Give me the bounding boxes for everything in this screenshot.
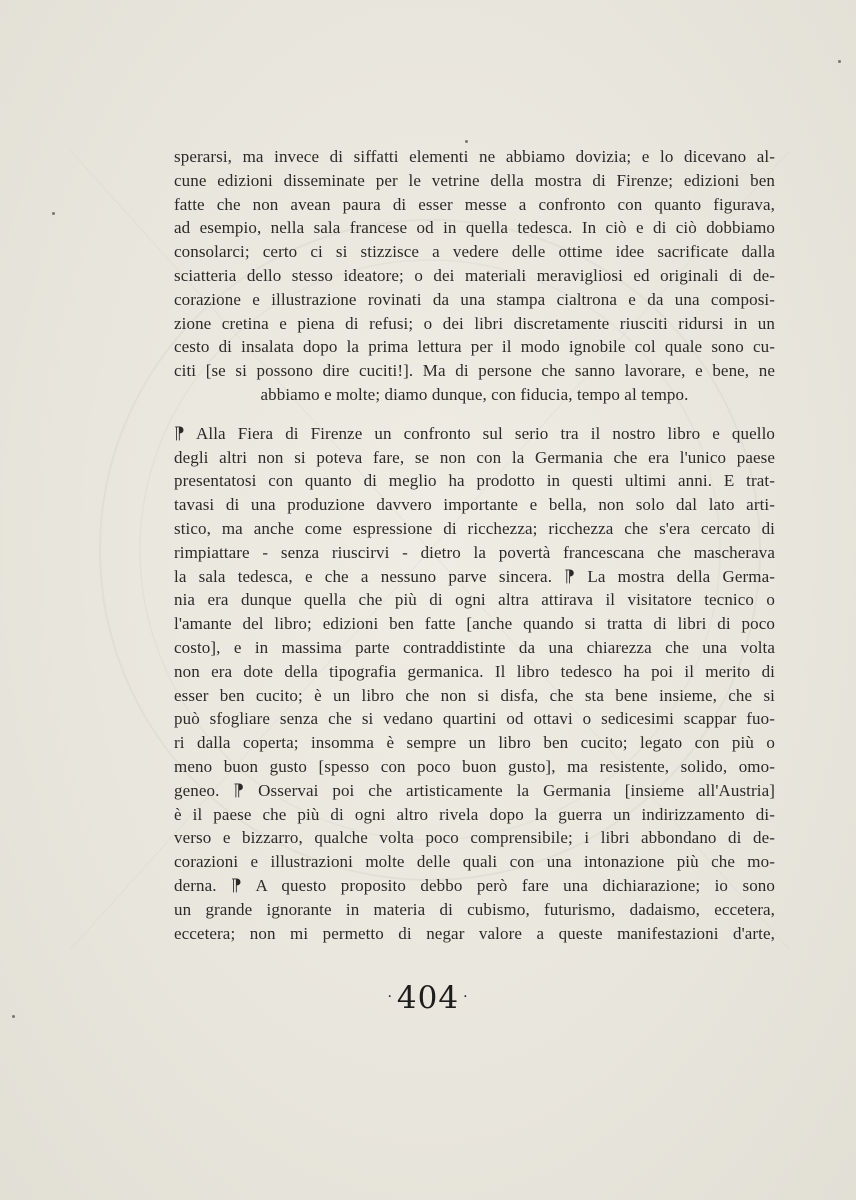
text-line: non era dote della tipografia germanica. Il libro tedesco ha poi il merito di [174,661,775,681]
text-line: la sala tedesca, e che a nessuno parve sincera. ⁋ La mostra della Germa- [174,566,775,586]
text-line: fatte che non avean paura di esser messe a confronto con quanto figurava, [174,194,775,214]
text-line: corazione e illustrazione rovinati da una stampa cialtrona e da una composi- [174,289,775,309]
paragraph-2 [174,422,775,946]
paper-speck [52,212,55,215]
paper-speck [838,60,841,63]
text-line: esser ben cucito; è un libro che non si disfa, che sta bene insieme, che si [174,685,775,705]
text-line: consolarci; certo ci si stizzisce a vedere delle ottime idee sacrificate dalla [174,242,775,262]
page-number [0,980,856,1016]
text-line: ad esempio, nella sala francese od in quella tedesca. In ciò e di ciò dobbiamo [174,218,775,238]
text-line-final: abbiamo e molte; diamo dunque, con fiducia, tempo al tempo. [260,384,689,404]
folio-ornament-left: · [387,988,393,1005]
text-line: derna. ⁋ A questo proposito debbo però fare una dichiarazione; io sono [174,875,775,895]
text-line: un grande ignorante in materia di cubismo, futurismo, dadaismo, eccetera, [174,899,775,919]
text-line: rimpiattare - senza riuscirvi - dietro la povertà francescana che mascherava [174,542,775,562]
text-line: ⁋ Alla Fiera di Firenze un confronto sul serio tra il nostro libro e quello [174,423,775,443]
body-text [174,145,775,945]
text-line: corazioni e illustrazioni molte delle quali con una intonazione più che mo- [174,852,775,872]
text-line: è il paese che più di ogni altro rivela dopo la guerra un indirizzamento di- [174,804,775,824]
paragraph-gap [174,407,775,422]
text-line: sciatteria dello stesso ideatore; o dei materiali meravigliosi ed originali di de- [174,265,775,285]
text-line: eccetera; non mi permetto di negar valore a queste manifestazioni d'arte, [174,923,775,943]
text-line: tavasi di una produzione davvero importante e bella, non solo dal lato arti- [174,495,775,515]
text-line: cune edizioni disseminate per le vetrine della mostra di Firenze; edizioni ben [174,170,775,190]
text-line: stico, ma anche come espressione di ricchezza; ricchezza che s'era cercato di [174,518,775,538]
text-line: zione cretina e piena di refusi; o dei libri discretamente riusciti ridursi in un [174,313,775,333]
text-line: nia era dunque quella che più di ogni altra attirava il visitatore tecnico o [174,590,775,610]
text-line: verso e bizzarro, qualche volta poco comprensibile; i libri abbondano di de- [174,828,775,848]
text-line: l'amante del libro; edizioni ben fatte [anche quando si tratta di libri di poco [174,614,775,634]
paper-speck [465,140,468,143]
folio-ornament-right: · [463,988,469,1005]
text-line: cesto di insalata dopo la prima lettura per il modo ignobile col quale sono cu- [174,337,775,357]
paragraph-1 [174,145,775,407]
text-line: presentatosi con quanto di meglio ha prodotto in questi ultimi anni. E trat- [174,471,775,491]
text-line: costo], e in massima parte contraddistinte da una chiarezza che una volta [174,637,775,657]
text-line: può sfogliare senza che si vedano quartini od ottavi o sedicesimi scappar fuo- [174,709,775,729]
page-number-value: 404 [396,980,460,1016]
text-line: meno buon gusto [spesso con poco buon gusto], ma resistente, solido, omo- [174,756,775,776]
text-line: geneo. ⁋ Osservai poi che artisticamente la Germania [insieme all'Austria] [174,780,775,800]
text-line: degli altri non si poteva fare, se non con la Germania che era l'unico paese [174,447,775,467]
text-line: ri dalla coperta; insomma è sempre un libro ben cucito; legato con più o [174,733,775,753]
text-line: citi [se si possono dire cuciti!]. Ma di persone che sanno lavorare, e bene, ne [174,361,775,381]
text-line: sperarsi, ma invece di siffatti elementi ne abbiamo dovizia; e lo dicevano al- [174,147,775,166]
paper-speck [12,1015,15,1018]
